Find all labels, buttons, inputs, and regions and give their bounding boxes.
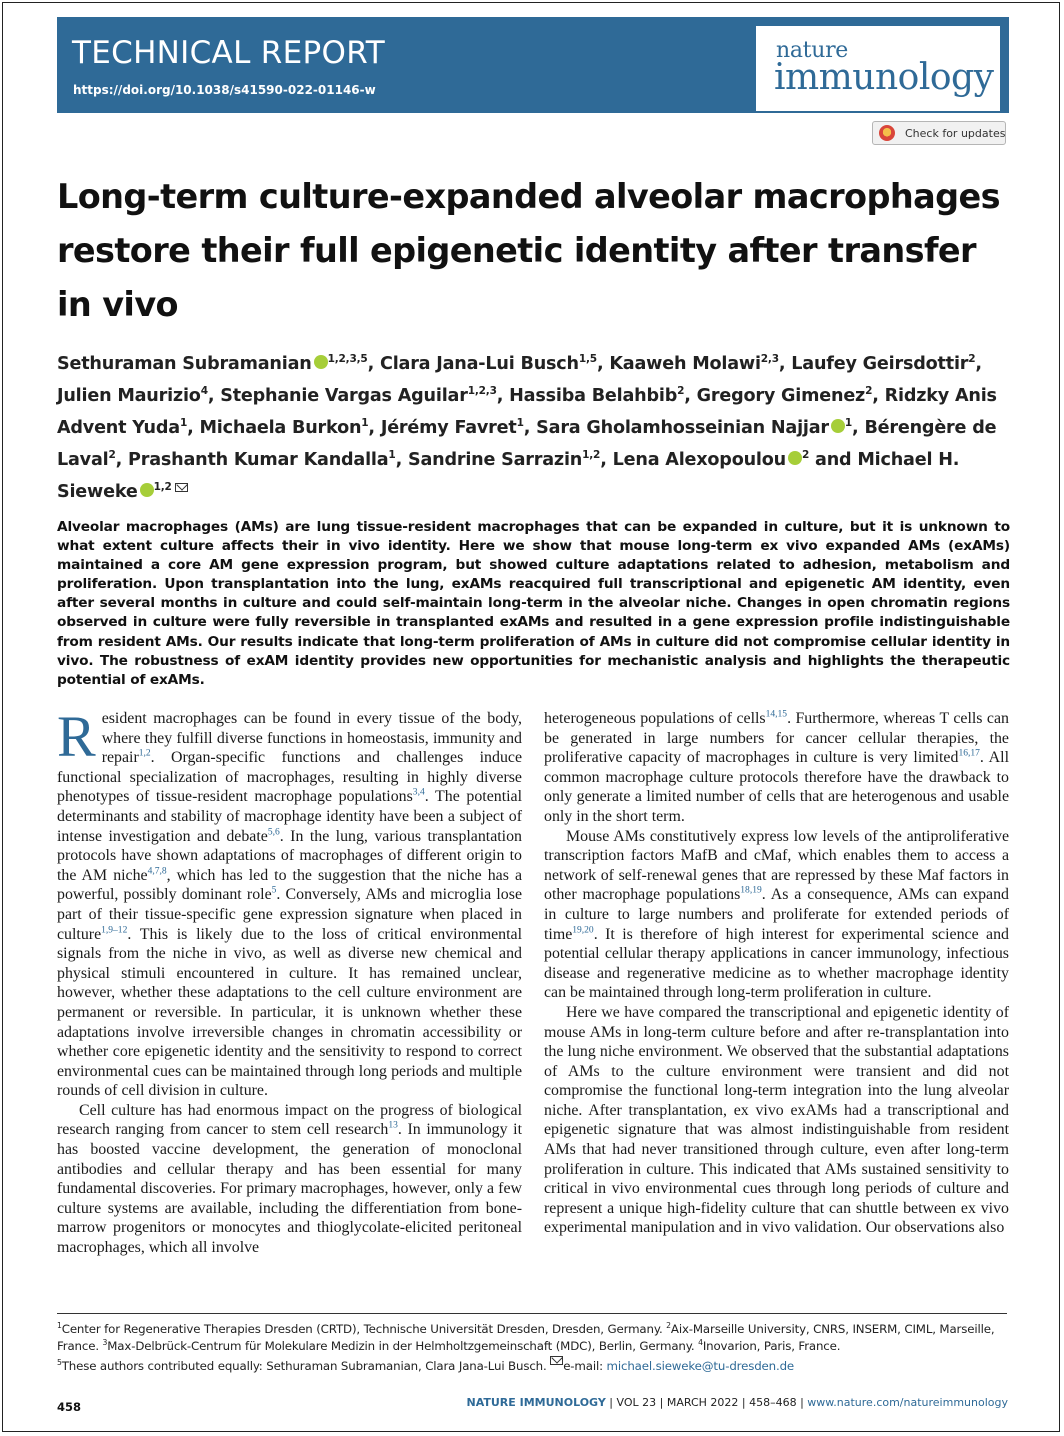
author-name: Prashanth Kumar Kandalla <box>128 450 389 470</box>
author-affiliation-marker: 1 <box>844 417 853 430</box>
author-affiliation-marker: 1,2,3 <box>467 385 497 398</box>
affiliation-1: Center for Regenerative Therapies Dresden (CRTD), Technische Universität Dresden, Dresden, Germany. <box>61 1322 663 1336</box>
author-name: Laufey Geirsdottir <box>791 354 969 374</box>
body-paragraph: heterogeneous populations of cells$^{14,15}$. Furthermore, whereas T cells can be generated in large numbers for cancer cellular therapies, the proliferative capacity of macrophages in culture is very limited$^{16,17}$. All common macrophage culture protocols therefore have the drawback to only generate a limited number of cells that are heterogenous and usable only in the short term. <box>544 708 1009 825</box>
author-affiliation-marker: 2 <box>677 385 685 398</box>
author-affiliation-marker: 2 <box>968 353 976 366</box>
citation-link[interactable]: 1,2 <box>138 747 151 759</box>
journal-logo-nature: nature <box>776 38 849 63</box>
journal-logo-immunology: immunology <box>774 57 994 98</box>
author-affiliation-marker: 2 <box>865 385 873 398</box>
author-name: Ridzky Anis Advent Yuda <box>57 386 997 438</box>
orcid-icon[interactable] <box>788 451 802 465</box>
author-affiliation-marker: 2 <box>108 449 116 462</box>
affiliation-4: Inovarion, Paris, France. <box>702 1339 841 1354</box>
author-name: Sara Gholamhosseinian Najjar <box>536 418 829 438</box>
equal-contribution-note: These authors contributed equally: Sethuraman Subramanian, Clara Jana-Lui Busch. <box>61 1358 547 1373</box>
body-column-left <box>57 704 523 1258</box>
footer-volume: VOL 23 <box>616 1396 657 1409</box>
citation-link[interactable]: 3,4 <box>412 787 425 799</box>
author-affiliation-marker: 1,2 <box>582 449 601 462</box>
affiliation-3: Max-Delbrück-Centrum für Molekulare Medizin in der Helmholtzgemeinschaft (MDC), Berlin, Germany. <box>107 1339 695 1354</box>
citation-link[interactable]: 19,20 <box>572 924 594 936</box>
body-column-right <box>544 709 1009 1238</box>
doi-link[interactable]: https://doi.org/10.1038/s41590-022-01146-w <box>73 83 376 97</box>
citation-link[interactable]: 16,17 <box>958 747 980 759</box>
author-affiliation-marker: 1,2 <box>153 481 172 494</box>
body-paragraph: Resident macrophages can be found in every tissue of the body, where they fulfill diverse functions in homeostasis, immunity and repair$^{1,2}$. Organ-specific functions and challenges induce functional specialization of macrophages, resulting in highly diverse phenotypes of tissue-resident macrophage populations$^{3,4}$. The potential determinants and stability of macrophage identity have been a subject of intense investigation and debate$^{5,6}$. In the lung, various transplantation protocols have shown adaptations of macrophages of different origin to the AM niche$^{4,7,8}$, which has led to the suggestion that the niche has a powerful, possibly dominant role$^5$. Conversely, AMs and microglia lose part of their tissue-specific gene expression signature when placed in culture$^{1,9-12}$. This is likely due to the loss of critical environmental signals from the niche in vivo, as well as diverse new chemical and physical stimuli encountered in culture. It has remained unclear, however, whether these adaptations to the cell culture environment are permanent or reversible. In particular, it is unknown whether these adaptations involve irreversible changes in chromatin accessibility or whether core epigenetic identity and the sensitivity to respond to correct environmental cues can be maintained through long periods and multiple rounds of cell division in culture. <box>57 704 523 1100</box>
author-name: Gregory Gimenez <box>696 386 866 406</box>
drop-cap: R <box>57 704 96 769</box>
footer-issue: MARCH 2022 <box>666 1396 739 1409</box>
author-affiliation-marker: 1 <box>516 417 524 430</box>
journal-footer: NATURE IMMUNOLOGY | VOL 23 | MARCH 2022 | 458–468 | www.nature.com/natureimmunology <box>466 1396 1008 1409</box>
author-affiliation-marker: 1,5 <box>578 353 597 366</box>
citation-link[interactable]: 5 <box>271 885 277 897</box>
author-name: Michael H. Sieweke <box>57 450 960 502</box>
orcid-icon[interactable] <box>831 419 845 433</box>
author-affiliation-marker: 1 <box>388 449 396 462</box>
author-affiliation-marker: 2,3 <box>760 353 779 366</box>
author-name: Jérémy Favret <box>380 418 517 438</box>
author-list: Sethuraman SubramanianiD $^{1,2,3,5}$, Clara Jana-Lui Busch$^{1,5}$, Kaaweh Molawi$^{2,3}$, Laufey Geirsdottir$^2$, Julien Maurizio$^4$, Stephanie Vargas Aguilar$^{1,2,3}$, Hassiba Belahbib$^2$, Gregory Gimenez$^2$, Ridzky Anis Advent Yuda$^1$, Michaela Burkon$^1$, Jérémy Favret$^1$, Sara Gholamhosseinian NajjariD $^1$, Bérengère de Laval$^2$, Prashanth Kumar Kandalla$^1$, Sandrine Sarrazin$^{1,2}$, Lena AlexopoulouiD $^2$ and Michael H. SiewekeiD $^{1,2}$ <box>57 348 1007 508</box>
citation-link[interactable]: 13 <box>388 1120 398 1132</box>
report-type: TECHNICAL REPORT <box>72 35 386 71</box>
author-affiliation-marker: 2 <box>801 449 810 462</box>
author-name: Hassiba Belahbib <box>509 386 678 406</box>
citation-link[interactable]: 14,15 <box>765 708 788 720</box>
orcid-icon[interactable] <box>140 483 154 497</box>
author-name: Bérengère de Laval <box>57 418 997 470</box>
author-name: Clara Jana-Lui Busch <box>379 354 579 374</box>
orcid-icon[interactable] <box>314 355 328 369</box>
body-paragraph: Mouse AMs constitutively express low levels of the antiproliferative transcription factors MafB and cMaf, which enables them to access a network of self-renewal genes that are repressed by these Maf factors in other macrophage populations$^{18,19}$. As a consequence, AMs can expand in culture to large numbers and proliferate for extended periods of time$^{19,20}$. It is therefore of high interest for experimental science and potential cellular therapy applications in cancer immunology, infectious disease and regenerative medicine as to whether macrophage identity can be maintained through long-term proliferation in culture. <box>544 827 1009 1002</box>
author-affiliation-marker: 4 <box>200 385 208 398</box>
citation-link[interactable]: 1,9–12 <box>101 924 128 936</box>
footer-pages: 458–468 <box>749 1396 797 1409</box>
envelope-icon[interactable] <box>175 483 188 492</box>
author-name: Lena Alexopoulou <box>612 450 786 470</box>
author-affiliation-marker: 1 <box>361 417 369 430</box>
affiliations: $^1$Center for Regenerative Therapies Dresden (CRTD), Technische Universität Dresden, Dresden, Germany. $^2$Aix-Marseille University, CNRS, INSERM, CIML, Marseille, France. $^3$Max-Delbrück-Centrum für Molekulare Medizin in der Helmholtzgemeinschaft (MDC), Berlin, Germany. $^4$Inovarion, Paris, France. $^5$These authors contributed equally: Sethuraman Subramanian, Clara Jana-Lui Busch. e-mail: michael.sieweke@tu-dresden.de <box>57 1321 995 1373</box>
email-label: e-mail: <box>563 1358 603 1373</box>
author-affiliation-marker: 1 <box>179 417 188 430</box>
author-name: Michaela Burkon <box>199 418 362 438</box>
abstract: Alveolar macrophages (AMs) are lung tissue-resident macrophages that can be expanded in culture, but it is unknown to what extent culture affects their in vivo identity. Here we show that mouse long-term ex vivo expanded AMs (exAMs) maintained a core AM gene expression program, but showed culture adaptations related to adhesion, metabolism and proliferation. Upon transplantation into the lung, exAMs reacquired full transcriptional and epigenetic AM identity, even after several months in culture and could self-maintain long-term in the alveolar niche. Changes in open chromatin regions observed in culture were fully reversible in transplanted exAMs and resulted in a gene expression profile indistinguishable from resident AMs. Our results indicate that long-term proliferation of AMs in culture did not compromise cellular identity in vivo. The robustness of exAM identity provides new opportunities for mechanistic analysis and highlights the therapeutic potential of exAMs. <box>57 519 1010 688</box>
body-paragraph: Cell culture has had enormous impact on the progress of biological research ranging from cancer to stem cell research$^{13}$. In immunology it has boosted vaccine development, the generation of monoclonal antibodies and cellular therapy and has been essential for many fundamental discoveries. For primary macrophages, however, only a few culture systems are available, including the differentiation from bone-marrow progenitors or monocytes and thioglycolate-elicited peritoneal macrophages, which all involve <box>57 1101 522 1257</box>
footnote-divider <box>57 1313 1007 1314</box>
body-paragraph: Here we have compared the transcriptional and epigenetic identity of mouse AMs in long-term culture before and after re-transplantation into the lung niche environment. We observed that the substantial adaptations of AMs to the culture environment were transient and did not compromise the functional long-term integration into the lung alveolar niche. After transplantation, ex vivo exAMs had a transcriptional and epigenetic signature that was almost indistinguishable from resident AMs that had never transitioned through culture, even after long-term proliferation in culture. This indicated that AMs sustained sensitivity to critical in vivo environmental cues through long periods of culture and represent a unique high-fidelity culture that can shuttle between ex vivo experimental manipulation and in vivo validation. Our observations also <box>544 1003 1009 1237</box>
author-name: Stephanie Vargas Aguilar <box>220 386 468 406</box>
citation-link[interactable]: 18,19 <box>740 885 762 897</box>
author-name: Sandrine Sarrazin <box>407 450 583 470</box>
check-for-updates-button[interactable] <box>872 121 1006 145</box>
footer-journal-url[interactable]: www.nature.com/natureimmunology <box>807 1396 1008 1409</box>
author-affiliation-marker: 1,2,3,5 <box>327 353 368 366</box>
affiliation-2: Aix-Marseille University, CNRS, INSERM, CIML, Marseille, France. <box>57 1322 995 1354</box>
citation-link[interactable]: 4,7,8 <box>147 865 167 877</box>
email-link[interactable]: michael.sieweke@tu-dresden.de <box>606 1358 795 1373</box>
author-name: Julien Maurizio <box>57 386 201 406</box>
author-name: Kaaweh Molawi <box>609 354 761 374</box>
citation-link[interactable]: 5,6 <box>267 826 280 838</box>
article-title: Long-term culture-expanded alveolar macrophages restore their full epigenetic identity after transfer in vivo <box>57 177 1000 324</box>
page-number: 458 <box>57 1400 82 1414</box>
check-for-updates-label: Check for updates <box>905 126 1006 140</box>
footer-journal-name: NATURE IMMUNOLOGY <box>466 1396 606 1409</box>
crossmark-icon <box>879 125 895 141</box>
author-name: Sethuraman Subramanian <box>57 354 312 374</box>
envelope-icon <box>550 1356 563 1365</box>
